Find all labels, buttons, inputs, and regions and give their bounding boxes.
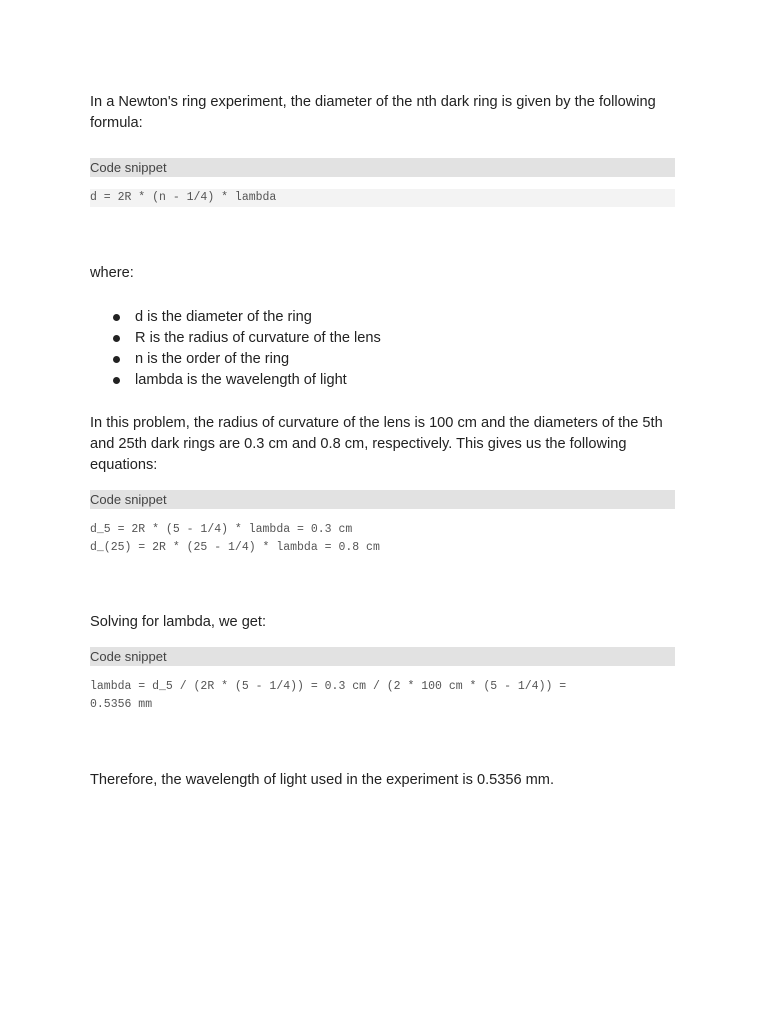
code-line: d_(25) = 2R * (25 - 1/4) * lambda = 0.8 cm — [90, 541, 380, 554]
code-snippet-body — [90, 189, 675, 207]
code-snippet-header: Code snippet — [90, 158, 675, 177]
code-line: d_5 = 2R * (5 - 1/4) * lambda = 0.3 cm — [90, 523, 353, 536]
list-item: lambda is the wavelength of light — [135, 370, 675, 391]
list-item: d is the diameter of the ring — [135, 307, 675, 328]
intro-paragraph: In a Newton's ring experiment, the diameter of the nth dark ring is given by the following formula: — [90, 94, 656, 131]
code-snippet-header: Code snippet — [90, 647, 675, 666]
code-snippet-header: Code snippet — [90, 490, 675, 509]
list-item: R is the radius of curvature of the lens — [135, 328, 675, 349]
code-line: lambda = d_5 / (2R * (5 - 1/4)) = 0.3 cm / (2 * 100 cm * (5 - 1/4)) = — [90, 680, 567, 693]
code-snippet-body — [90, 678, 675, 714]
where-label: where: — [90, 265, 134, 281]
code-block-formula — [90, 158, 675, 207]
list-item: n is the order of the ring — [135, 349, 675, 370]
conclusion-paragraph: Therefore, the wavelength of light used in the experiment is 0.5356 mm. — [90, 772, 555, 788]
definition-list — [90, 307, 675, 391]
code-line: 0.5356 mm — [90, 698, 153, 711]
code-block-equations — [90, 490, 675, 557]
solving-paragraph: Solving for lambda, we get: — [90, 614, 267, 630]
code-snippet-body — [90, 521, 675, 557]
code-block-solution — [90, 647, 675, 714]
problem-paragraph: In this problem, the radius of curvature of the lens is 100 cm and the diameters of the 5th and 25th dark rings are 0.3 cm and 0.8 cm, respectively. This gives us the following equations: — [90, 415, 663, 473]
code-line: d = 2R * (n - 1/4) * lambda — [90, 189, 675, 207]
document-body — [90, 92, 675, 791]
